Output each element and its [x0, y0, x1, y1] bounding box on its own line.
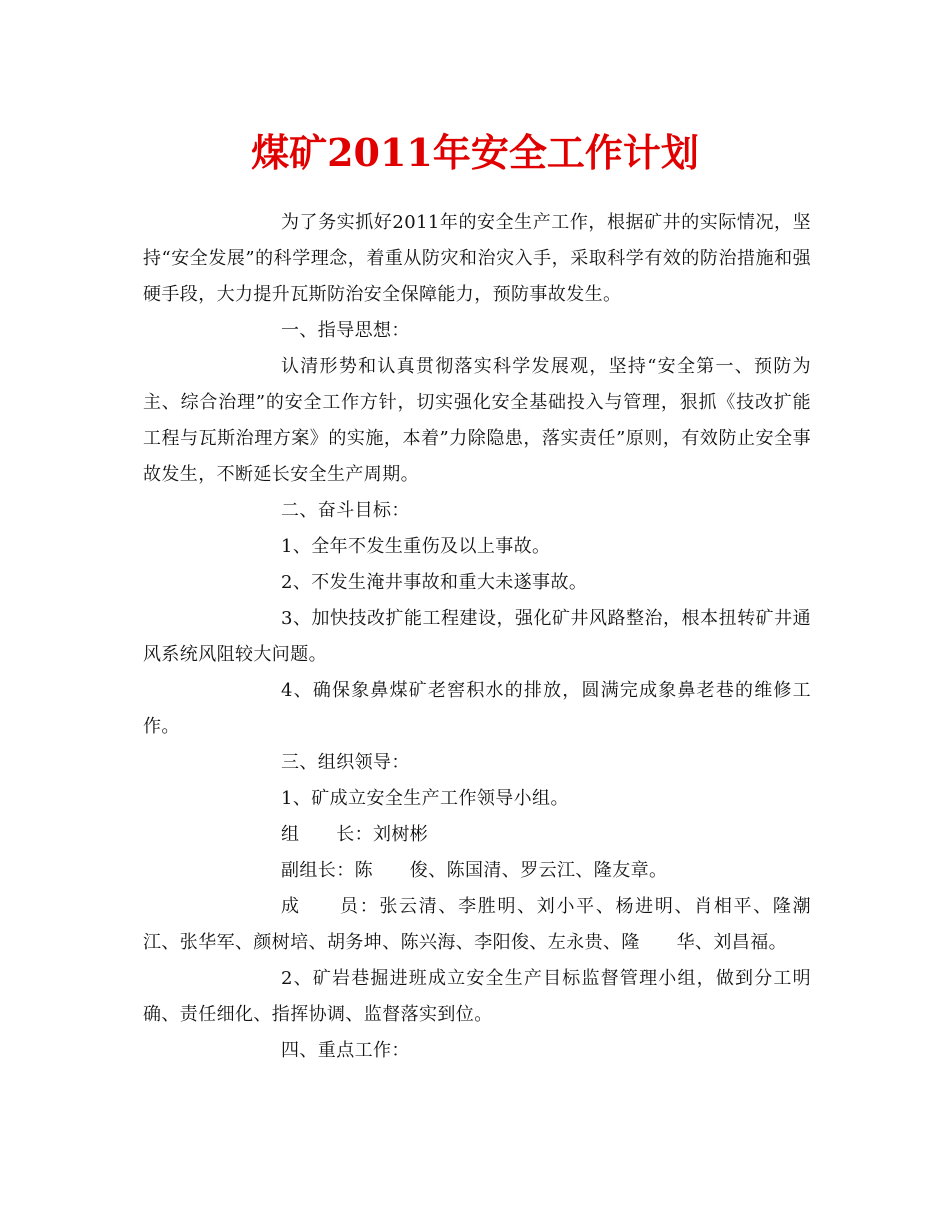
intro-paragraph: 为了务实抓好2011年的安全生产工作，根据矿井的实际情况，坚持“安全发展”的科学理念，着重从防灾和治灾入手，采取科学有效的防治措施和强硬手段，大力提升瓦斯防治安全保障能力，预防事故发生。	[143, 212, 811, 305]
section-heading-organization: 三、组织领导：	[281, 752, 410, 773]
members-line: 成 员：张云清、李胜明、刘小平、杨进明、肖相平、隆潮江、张华军、颜树培、胡务坤、陈兴海、李阳俊、左永贵、隆 华、刘昌福。	[143, 896, 811, 953]
deputy-leader-line: 副组长：陈 俊、陈国清、罗云江、隆友章。	[281, 860, 668, 881]
guiding-ideology-paragraph: 认清形势和认真贯彻落实科学发展观，坚持“安全第一、预防为主、综合治理”的安全工作方针，切实强化安全基础投入与管理，狠抓《技改扩能工程与瓦斯治理方案》的实施，本着”力除隐患，落实责任”原则，有效防止安全事故发生，不断延长安全生产周期。	[143, 356, 811, 485]
goal-item-1: 1、全年不发生重伤及以上事故。	[281, 536, 551, 557]
goal-item-3: 3、加快技改扩能工程建设，强化矿井风路整治，根本扭转矿井通风系统风阻较大问题。	[143, 608, 811, 665]
section-heading-guiding-ideology: 一、指导思想：	[281, 320, 410, 341]
section-heading-goals: 二、奋斗目标：	[281, 500, 410, 521]
organization-item-1: 1、矿成立安全生产工作领导小组。	[281, 788, 569, 809]
document-body	[143, 205, 811, 1069]
document-title: 煤矿2011年安全工作计划	[251, 130, 699, 175]
goal-item-4: 4、确保象鼻煤矿老窖积水的排放，圆满完成象鼻老巷的维修工作。	[143, 680, 811, 737]
goal-item-2: 2、不发生淹井事故和重大未遂事故。	[281, 572, 588, 593]
section-heading-key-work: 四、重点工作：	[281, 1040, 410, 1061]
team-leader-line: 组 长：刘树彬	[281, 824, 429, 845]
organization-item-2: 2、矿岩巷掘进班成立安全生产目标监督管理小组，做到分工明确、责任细化、指挥协调、监督落实到位。	[143, 968, 811, 1025]
